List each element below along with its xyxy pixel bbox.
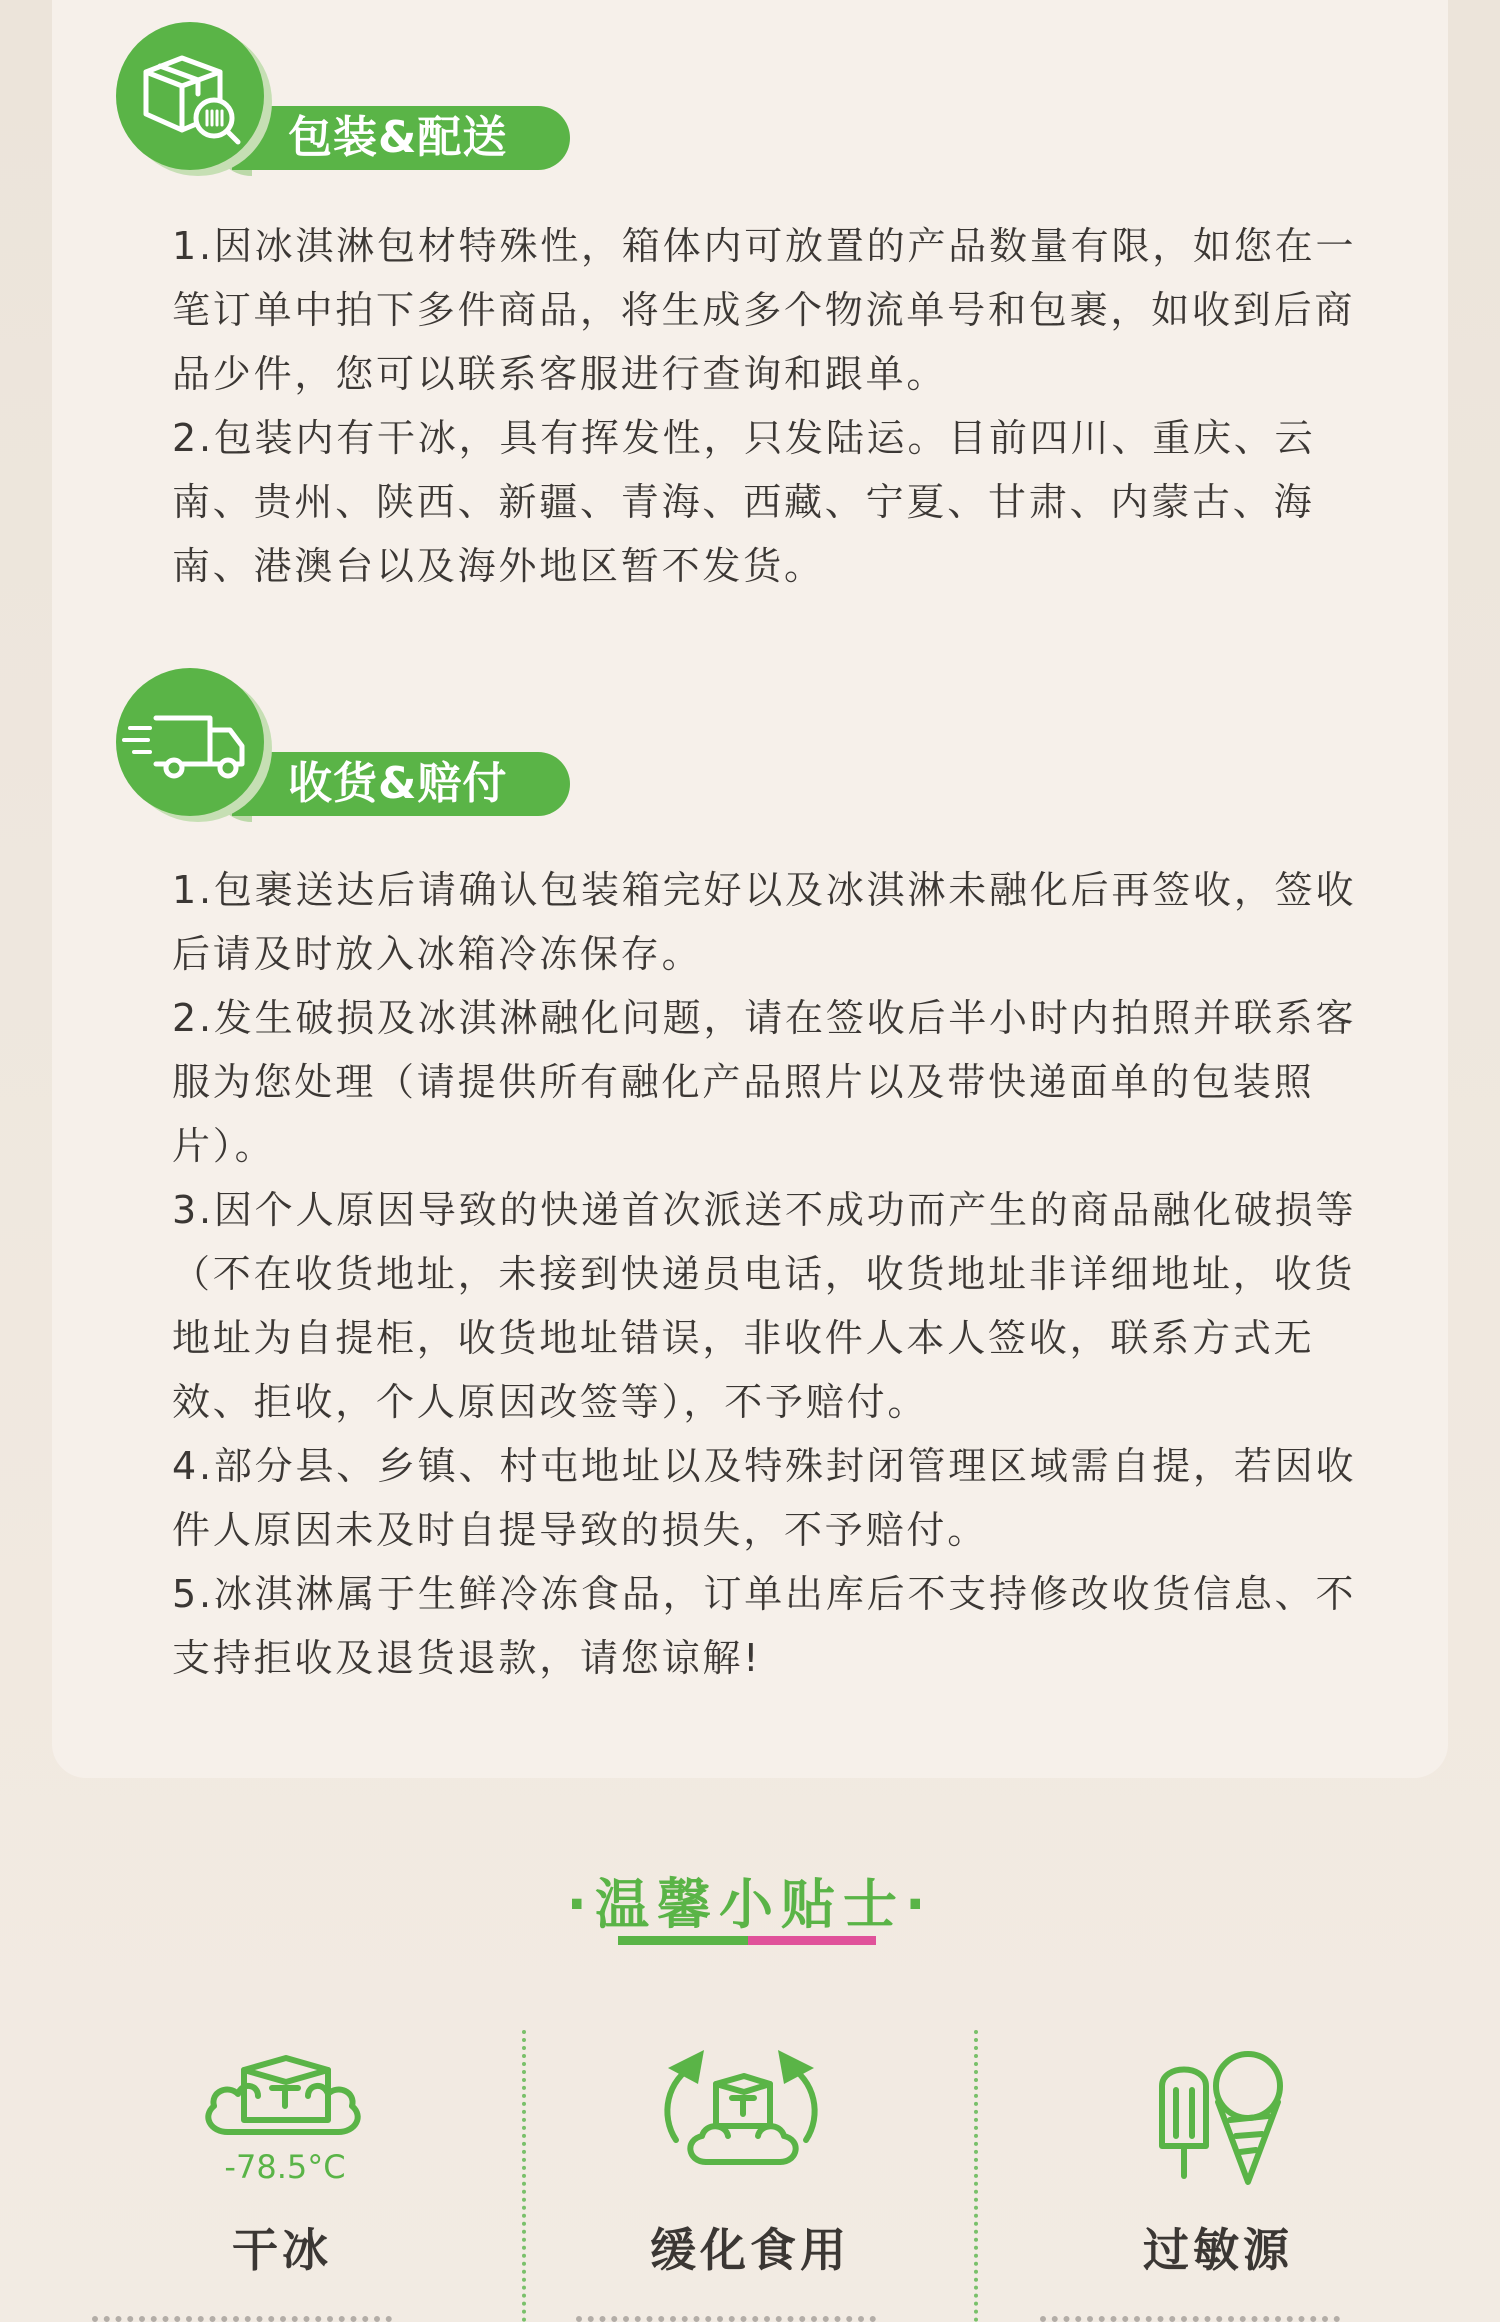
section-title: 包装&配送 xyxy=(288,112,508,163)
cut-off-text-line xyxy=(576,2306,876,2322)
section-title: 收货&赔付 xyxy=(288,758,508,809)
receipt-paragraph-2: 2.发生破损及冰淇淋融化问题，请在签收后半小时内拍照并联系客服为您处理（请提供所有融化产品照片以及带快递面单的包装照片）。 xyxy=(172,996,1357,1168)
packaging-paragraph-1: 1.因冰淇淋包材特殊性，箱体内可放置的产品数量有限，如您在一笔订单中拍下多件商品，将生成多个物流单号和包裹，如收到后商品少件，您可以联系客服进行查询和跟单。 xyxy=(172,224,1357,396)
tips-divider xyxy=(522,2030,526,2322)
tip-label-dry-ice: 干冰 xyxy=(232,2223,332,2277)
tips-title: ·温馨小贴士· xyxy=(566,1873,934,1936)
dry-ice-box-icon xyxy=(188,2040,378,2190)
receipt-paragraph-3: 3.因个人原因导致的快递首次派送不成功而产生的商品融化破损等（不在收货地址，未接到快递员电话，收货地址非详细地址，收货地址为自提柜，收货地址错误，非收件人本人签收，联系方式无效、拒收，个人原因改签等），不予赔付。 xyxy=(172,1188,1357,1424)
receipt-paragraph-1: 1.包裹送达后请确认包装箱完好以及冰淇淋未融化后再签收，签收后请及时放入冰箱冷冻保存。 xyxy=(172,868,1357,976)
cut-off-text-line xyxy=(1040,2306,1340,2322)
package-search-icon xyxy=(116,22,264,170)
dry-ice-temperature: -78.5°C xyxy=(224,2148,346,2186)
tip-label-allergen: 过敏源 xyxy=(1143,2223,1293,2277)
tips-underline-pink xyxy=(748,1936,876,1945)
thaw-box-icon xyxy=(646,2040,836,2190)
receipt-paragraph-5: 5.冰淇淋属于生鲜冷冻食品，订单出库后不支持修改收货信息、不支持拒收及退货退款，请您谅解! xyxy=(172,1572,1357,1680)
packaging-paragraph-2: 2.包装内有干冰，具有挥发性，只发陆运。目前四川、重庆、云南、贵州、陕西、新疆、青海、西藏、宁夏、甘肃、内蒙古、海南、港澳台以及海外地区暂不发货。 xyxy=(172,416,1316,588)
cut-off-text-line xyxy=(92,2306,392,2322)
section-header-receipt xyxy=(112,668,572,828)
ice-cream-icon xyxy=(1122,2040,1312,2190)
delivery-truck-icon xyxy=(116,668,264,816)
tips-divider xyxy=(974,2030,978,2322)
section-header-packaging xyxy=(112,22,572,182)
tips-underline-green xyxy=(618,1936,748,1945)
tip-label-thaw: 缓化食用 xyxy=(650,2223,850,2277)
receipt-paragraph-4: 4.部分县、乡镇、村屯地址以及特殊封闭管理区域需自提，若因收件人原因未及时自提导致的损失，不予赔付。 xyxy=(172,1444,1357,1552)
